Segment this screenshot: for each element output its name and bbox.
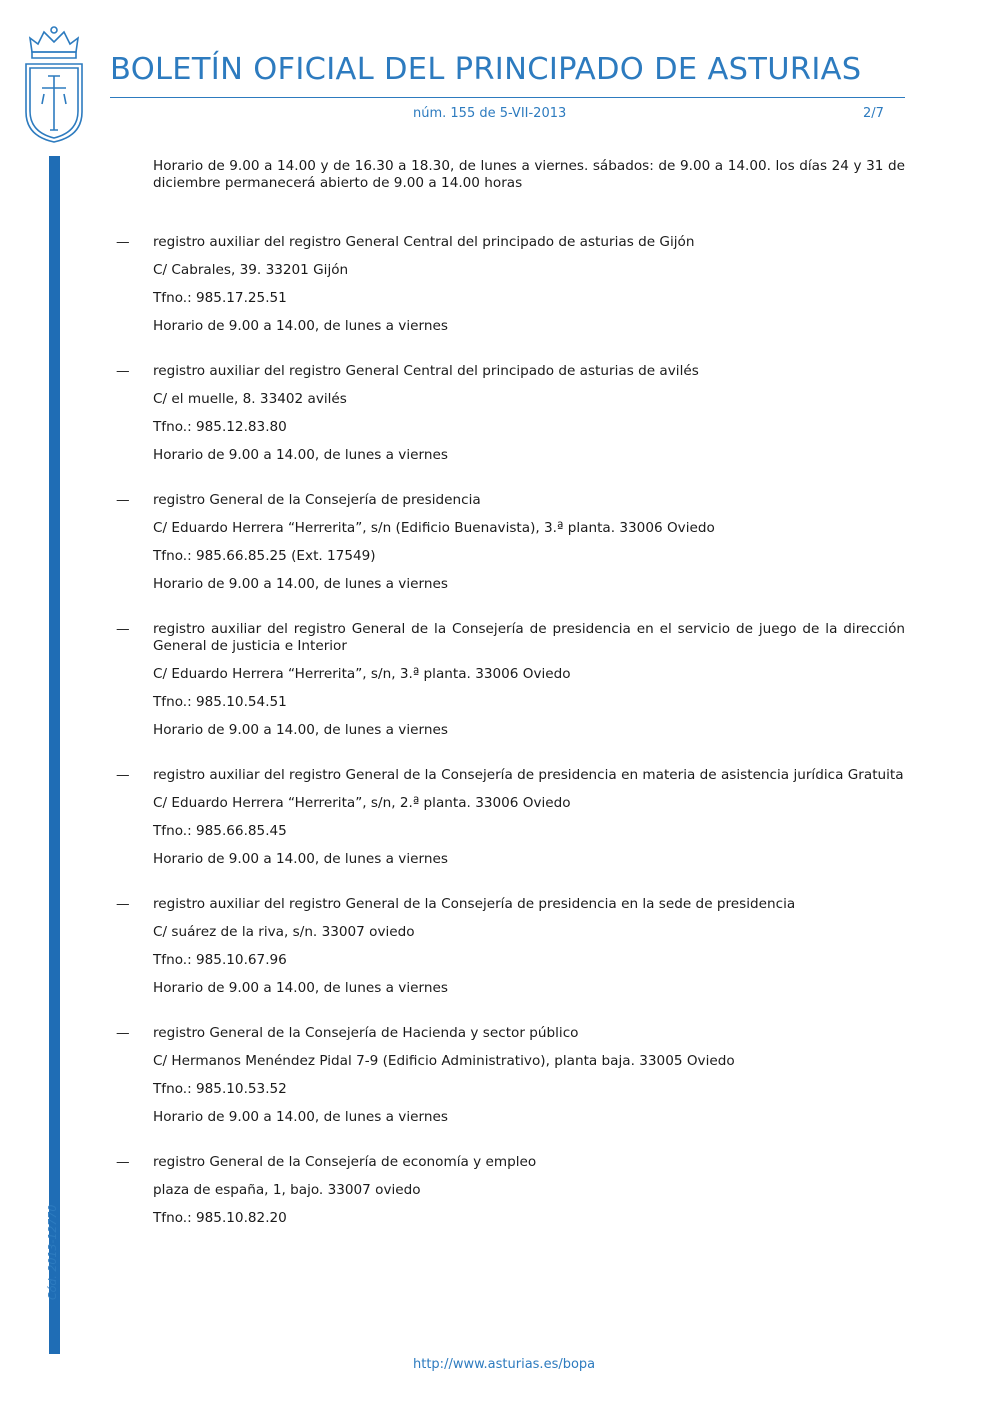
list-dash: — <box>116 1025 130 1041</box>
page-number: 2/7 <box>863 106 884 121</box>
issue-number: núm. 155 de 5-VII-2013 <box>413 106 567 121</box>
registry-entry <box>116 621 905 739</box>
entry-phone: Tfno.: 985.66.85.45 <box>153 823 287 839</box>
registry-entry <box>116 363 905 464</box>
entry-address: C/ Eduardo Herrera “Herrerita”, s/n, 3.ª planta. 33006 Oviedo <box>153 666 571 682</box>
entry-phone: Tfno.: 985.10.67.96 <box>153 952 287 968</box>
registry-entry <box>116 492 905 593</box>
list-dash: — <box>116 767 130 783</box>
entry-address: C/ Eduardo Herrera “Herrerita”, s/n (Edificio Buenavista), 3.ª planta. 33006 Oviedo <box>153 520 715 536</box>
entry-name: registro auxiliar del registro General de la Consejería de presidencia en la sede de presidencia <box>153 896 796 912</box>
entry-phone: Tfno.: 985.66.85.25 (Ext. 17549) <box>153 548 376 564</box>
entry-name: registro auxiliar del registro General de la Consejería de presidencia en materia de asistencia jurídica Gratuita <box>153 767 904 783</box>
entry-hours: Horario de 9.00 a 14.00, de lunes a viernes <box>153 1109 448 1125</box>
sidebar-bar <box>49 156 60 1354</box>
list-dash: — <box>116 234 130 250</box>
entry-hours: Horario de 9.00 a 14.00, de lunes a viernes <box>153 576 448 592</box>
entry-name: registro auxiliar del registro General Central del principado de asturias de Gijón <box>153 234 695 250</box>
list-dash: — <box>116 363 130 379</box>
entry-address: plaza de españa, 1, bajo. 33007 oviedo <box>153 1182 421 1198</box>
entry-phone: Tfno.: 985.10.54.51 <box>153 694 287 710</box>
entry-name: registro General de la Consejería de presidencia <box>153 492 481 508</box>
intro-paragraph: Horario de 9.00 a 14.00 y de 16.30 a 18.30, de lunes a viernes. sábados: de 9.00 a 14.00. los días 24 y 31 de diciembre permanecerá abierto de 9.00 a 14.00 horas <box>153 158 905 191</box>
header-rule <box>110 97 905 98</box>
entry-name: registro auxiliar del registro General Central del principado de asturias de avilés <box>153 363 699 379</box>
registry-entry <box>116 767 905 868</box>
document-code: Cód. 2013-12770 <box>46 1204 59 1300</box>
entry-address: C/ Eduardo Herrera “Herrerita”, s/n, 2.ª planta. 33006 Oviedo <box>153 795 571 811</box>
bulletin-title: BOLETÍN OFICIAL DEL PRINCIPADO DE ASTURIAS <box>110 52 862 87</box>
entry-name: registro General de la Consejería de Hacienda y sector público <box>153 1025 579 1041</box>
entry-address: C/ Cabrales, 39. 33201 Gijón <box>153 262 349 278</box>
entry-phone: Tfno.: 985.17.25.51 <box>153 290 287 306</box>
list-dash: — <box>116 492 130 508</box>
list-dash: — <box>116 896 130 912</box>
document-body <box>116 158 905 1255</box>
footer-link[interactable]: http://www.asturias.es/bopa <box>413 1357 596 1372</box>
entry-name: registro General de la Consejería de economía y empleo <box>153 1154 537 1170</box>
registry-entry <box>116 1154 905 1227</box>
entry-address: C/ Hermanos Menéndez Pidal 7-9 (Edificio Administrativo), planta baja. 33005 Oviedo <box>153 1053 735 1069</box>
entry-phone: Tfno.: 985.10.53.52 <box>153 1081 287 1097</box>
entry-address: C/ el muelle, 8. 33402 avilés <box>153 391 347 407</box>
entry-phone: Tfno.: 985.10.82.20 <box>153 1210 287 1226</box>
entry-phone: Tfno.: 985.12.83.80 <box>153 419 287 435</box>
entry-address: C/ suárez de la riva, s/n. 33007 oviedo <box>153 924 415 940</box>
registry-list <box>116 234 905 1227</box>
entry-hours: Horario de 9.00 a 14.00, de lunes a viernes <box>153 318 448 334</box>
entry-hours: Horario de 9.00 a 14.00, de lunes a viernes <box>153 851 448 867</box>
registry-entry <box>116 1025 905 1126</box>
entry-hours: Horario de 9.00 a 14.00, de lunes a viernes <box>153 722 448 738</box>
list-dash: — <box>116 1154 130 1170</box>
entry-hours: Horario de 9.00 a 14.00, de lunes a viernes <box>153 447 448 463</box>
coat-of-arms-logo <box>20 22 88 144</box>
registry-entry <box>116 896 905 997</box>
registry-entry <box>116 234 905 335</box>
entry-name: registro auxiliar del registro General de la Consejería de presidencia en el servicio de juego de la dirección General de justicia e Interior <box>153 621 905 654</box>
entry-hours: Horario de 9.00 a 14.00, de lunes a viernes <box>153 980 448 996</box>
list-dash: — <box>116 621 130 637</box>
